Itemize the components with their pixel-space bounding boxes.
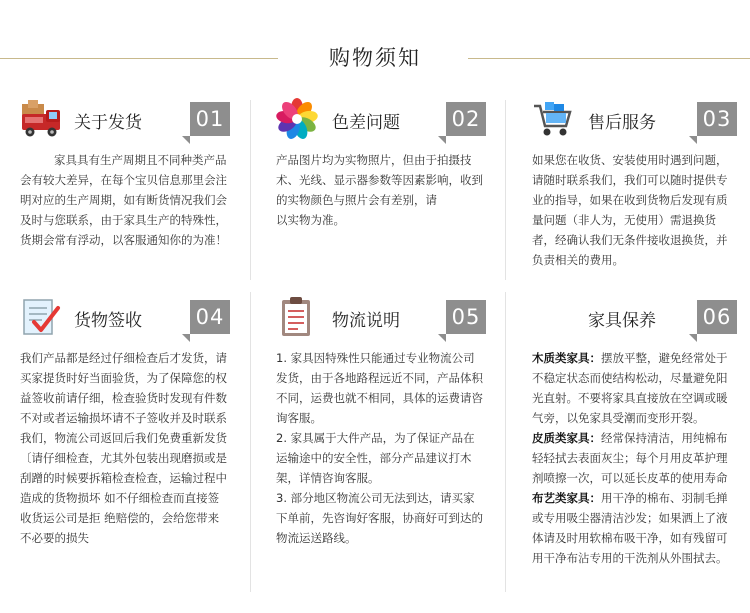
title-row bbox=[0, 40, 750, 76]
card-header bbox=[20, 98, 230, 140]
card-body bbox=[276, 348, 486, 548]
care-text: 用干净的棉布、羽制毛掸或专用吸尘器清洁沙发；如果洒上了液体请及时用软棉布吸干净，如有残留可用干净布沾专用的干洗剂从外围拭去。 bbox=[532, 491, 728, 565]
page-title: 购物须知 bbox=[329, 46, 421, 70]
title-line-right bbox=[468, 58, 750, 59]
title-line-left bbox=[0, 58, 278, 59]
delivery-truck-icon bbox=[20, 98, 62, 140]
number-badge: 04 bbox=[190, 300, 230, 334]
card-header bbox=[20, 296, 230, 338]
card-title: 家具保养 bbox=[588, 311, 656, 331]
care-section-wood bbox=[532, 348, 737, 428]
card-header bbox=[276, 98, 486, 140]
column-divider bbox=[505, 292, 506, 592]
card-title: 货物签收 bbox=[74, 311, 142, 331]
card-header bbox=[532, 296, 737, 338]
number-badge: 06 bbox=[697, 300, 737, 334]
card-title: 色差问题 bbox=[332, 113, 400, 133]
care-section-fabric bbox=[532, 488, 737, 568]
number-badge: 02 bbox=[446, 102, 486, 136]
info-card-logistics bbox=[276, 296, 486, 548]
care-label: 木质类家具： bbox=[532, 351, 601, 365]
info-card-furniture-care bbox=[532, 296, 737, 568]
number-badge: 05 bbox=[446, 300, 486, 334]
column-divider bbox=[250, 292, 251, 592]
card-body bbox=[532, 348, 737, 568]
card-paragraph: 以实物为准。 bbox=[276, 213, 345, 227]
number-badge: 01 bbox=[190, 102, 230, 136]
card-paragraph: 2. 家具属于大件产品，为了保证产品在运输途中的安全性，部分产品建议打木架，详情咨询客服。 bbox=[276, 431, 475, 485]
number-badge: 03 bbox=[697, 102, 737, 136]
card-body bbox=[532, 150, 737, 270]
column-divider bbox=[250, 100, 251, 280]
care-label: 皮质类家具： bbox=[532, 431, 601, 445]
shopping-cart-icon bbox=[532, 98, 574, 140]
card-paragraph: 家具具有生产周期且不同种类产品会有较大差异，在每个宝贝信息那里会注明对应的生产周期，如有断货情况我们会及时与您联系，由于家具生产的特殊性，货期会常有浮动，以客服通知你的为准！ bbox=[20, 153, 227, 247]
card-paragraph: 如果您在收货、安装使用时遇到问题，请随时联系我们，我们可以随时提供专业的指导，如果在收到货物后发现有质量问题（非人为，无使用）需退换货者，经确认我们无条件接收退换货，并负责相关的费用。 bbox=[532, 153, 728, 267]
color-palette-icon bbox=[276, 98, 318, 140]
clipboard-icon bbox=[276, 296, 318, 338]
card-title: 物流说明 bbox=[332, 311, 400, 331]
care-text: 经常保持清洁，用纯棉布轻轻拭去表面灰尘；每个月用皮革护理剂喷擦一次，可以延长皮革的使用寿命 bbox=[532, 431, 728, 485]
card-body bbox=[20, 348, 230, 548]
info-card-color-difference bbox=[276, 98, 486, 230]
care-text: 摆放平整，避免经常处于不稳定状态而使结构松动，尽量避免阳光直射。不要将家具直接放在空调或暖气旁，以免家具受潮而变形开裂。 bbox=[532, 351, 728, 425]
card-header bbox=[276, 296, 486, 338]
column-divider bbox=[505, 100, 506, 280]
info-card-delivery bbox=[20, 98, 230, 250]
card-paragraph: 1. 家具因特殊性只能通过专业物流公司发货，由于各地路程远近不同，产品体积不同，运费也就不相同，具体的运费请咨询客服。 bbox=[276, 351, 483, 425]
card-paragraph: 3. 部分地区物流公司无法到达，请买家下单前，先咨询好客服，协商好可到达的物流运送路线。 bbox=[276, 491, 483, 545]
care-section-leather bbox=[532, 428, 737, 488]
info-card-after-sales bbox=[532, 98, 737, 270]
card-body bbox=[20, 150, 230, 250]
card-paragraph: 我们产品都是经过仔细检查后才发货，请买家提货时好当面验货，为了保障您的权益签收前请仔细，检查验货时发现有件数不对或者运输损坏请不子签收并及时联系我们，物流公司返回后我们免费重新发货〔请仔细检查，尤其外包装出现磨损或是刮蹭的时候要拆箱检查检查，运输过程中造成的货物损坏 如不仔细检查而直接签收货运公司是拒 绝赔偿的，会给您带来不必要的损失 bbox=[20, 351, 227, 545]
card-paragraph: 产品图片均为实物照片，但由于拍摄技术、光线、显示器参数等因素影响，收到的实物颜色与照片会有差别，请 bbox=[276, 153, 483, 207]
card-title: 关于发货 bbox=[74, 113, 142, 133]
checklist-icon bbox=[20, 296, 62, 338]
care-label: 布艺类家具： bbox=[532, 491, 601, 505]
card-body bbox=[276, 150, 486, 230]
card-title: 售后服务 bbox=[588, 113, 656, 133]
info-card-receipt bbox=[20, 296, 230, 548]
card-header bbox=[532, 98, 737, 140]
